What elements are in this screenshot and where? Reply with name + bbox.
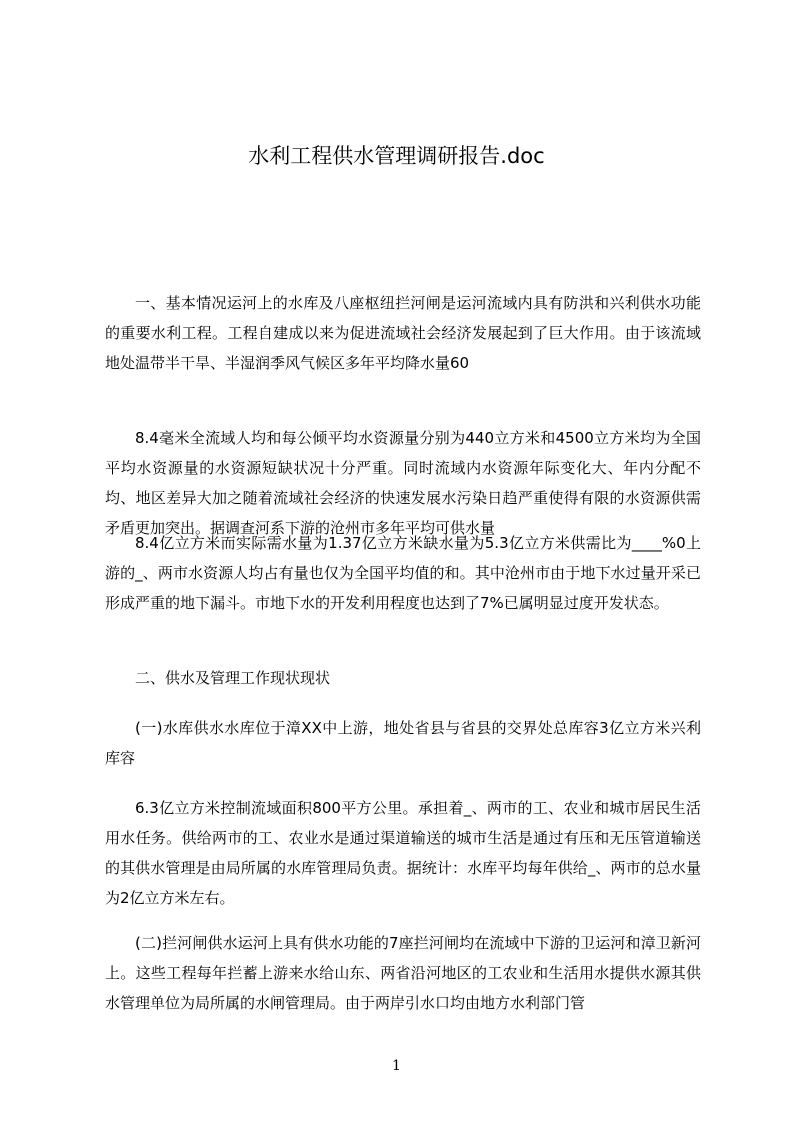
section-heading-status: 二、供水及管理工作现状现状	[135, 669, 331, 687]
paragraph-reservoir-details: 6.3亿立方米控制流域面积800平方公里。承担着_、两市的工、农业和城市居民生活用水任务。供给两市的工、农业水是通过渠道输送的城市生活是通过有压和无压管道输送的其供水管理是由局所属的水库管理局负责。据统计：水库平均每年供给_、两市的总水量为2亿立方米左右。	[105, 799, 701, 907]
paragraph-basic-situation: 一、基本情况运河上的水库及八座枢纽拦河闸是运河流域内具有防洪和兴利供水功能的重要水利工程。工程自建成以来为促进流域社会经济发展起到了巨大作用。由于该流域地处温带半干旱、半湿润季风气候区多年平均降水量60	[105, 294, 701, 372]
page-number: 1	[392, 1058, 401, 1074]
document-title: 水利工程供水管理调研报告.doc	[248, 144, 545, 168]
paragraph-sluice-supply: (二)拦河闸供水运河上具有供水功能的7座拦河闸均在流域中下游的卫运河和漳卫新河上。这些工程每年拦蓄上游来水给山东、两省沿河地区的工农业和生活用水提供水源其供水管理单位为局所属的水闸管理局。由于两岸引水口均由地方水利部门管	[105, 934, 701, 1012]
paragraph-water-resources: 8.4毫米全流域人均和每公倾平均水资源量分别为440立方米和4500立方米均为全国平均水资源量的水资源短缺状况十分严重。同时流域内水资源年际变化大、年内分配不均、地区差异大加之随着流域社会经济的快速发展水污染日趋严重使得有限的水资源供需矛盾更加突出。据调查河系下游的沧州市多年平均可供水量	[105, 429, 701, 537]
paragraph-supply-demand: 8.4亿立方米而实际需水量为1.37亿立方米缺水量为5.3亿立方米供需比为____%0上游的_、两市水资源人均占有量也仅为全国平均值的和。其中沧州市由于地下水过量开采已形成严重的地下漏斗。市地下水的开发利用程度也达到了7%已属明显过度开发状态。	[105, 534, 701, 612]
paragraph-reservoir-supply: (一)水库供水水库位于漳XX中上游，地处省县与省县的交界处总库容3亿立方米兴利库容	[105, 719, 701, 767]
